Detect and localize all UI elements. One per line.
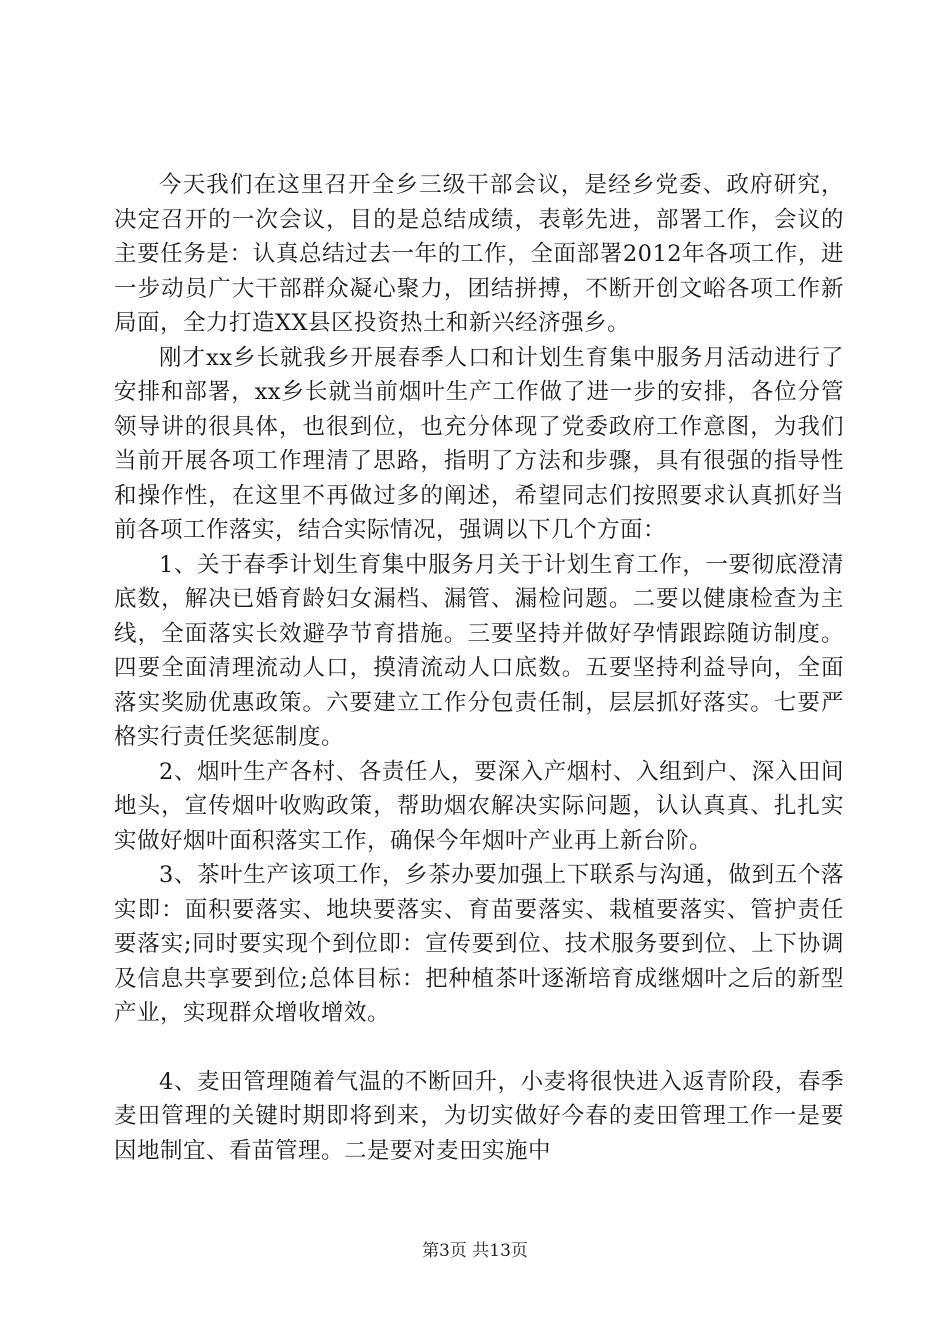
paragraph-item-1-family-planning: 1、关于春季计划生育集中服务月关于计划生育工作，一要彻底澄清底数，解决已婚育龄妇女漏档、漏管、漏检问题。二要以健康检查为主线，全面落实长效避孕节育措施。三要坚持并做好孕情跟踪随访制度。四要全面清理流动人口，摸清流动人口底数。五要坚持利益导向，全面落实奖励优惠政策。六要建立工作分包责任制，层层抓好落实。七要严格实行责任奖惩制度。	[114, 551, 844, 750]
paragraph-item-3-tea: 3、茶叶生产该项工作，乡茶办要加强上下联系与沟通，做到五个落实即：面积要落实、地块要落实、育苗要落实、栽植要落实、管护责任要落实;同时要实现个到位即：宣传要到位、技术服务要到位、上下协调及信息共享要到位;总体目标：把种植茶叶逐渐培育成继烟叶之后的新型产业，实现群众增收增效。	[114, 862, 844, 1026]
paragraph-item-4-wheat: 4、麦田管理随着气温的不断回升，小麦将很快进入返青阶段，春季麦田管理的关键时期即将到来，为切实做好今春的麦田管理工作一是要因地制宜、看苗管理。二是要对麦田实施中	[114, 1068, 844, 1164]
page-number-footer: 第3页 共13页	[422, 1241, 528, 1261]
paragraph-opening: 今天我们在这里召开全乡三级干部会议，是经乡党委、政府研究，决定召开的一次会议，目的是总结成绩，表彰先进，部署工作，会议的主要任务是：认真总结过去一年的工作，全面部署2012年各项工作，进一步动员广大干部群众凝心聚力，团结拼搏，不断开创文峪各项工作新局面，全力打造XX县区投资热土和新兴经济强乡。	[114, 172, 844, 336]
document-body	[114, 168, 844, 1168]
paragraph-item-2-tobacco: 2、烟叶生产各村、各责任人，要深入产烟村、入组到户、深入田间地头，宣传烟叶收购政策，帮助烟农解决实际问题，认认真真、扎扎实实做好烟叶面积落实工作，确保今年烟叶产业再上新台阶。	[114, 758, 844, 854]
paragraph-context: 刚才xx乡长就我乡开展春季人口和计划生育集中服务月活动进行了安排和部署，xx乡长就当前烟叶生产工作做了进一步的安排，各位分管领导讲的很具体，也很到位，也充分体现了党委政府工作意图，为我们当前开展各项工作理清了思路，指明了方法和步骤，具有很强的指导性和操作性，在这里不再做过多的阐述，希望同志们按照要求认真抓好当前各项工作落实，结合实际情况，强调以下几个方面：	[114, 344, 844, 543]
